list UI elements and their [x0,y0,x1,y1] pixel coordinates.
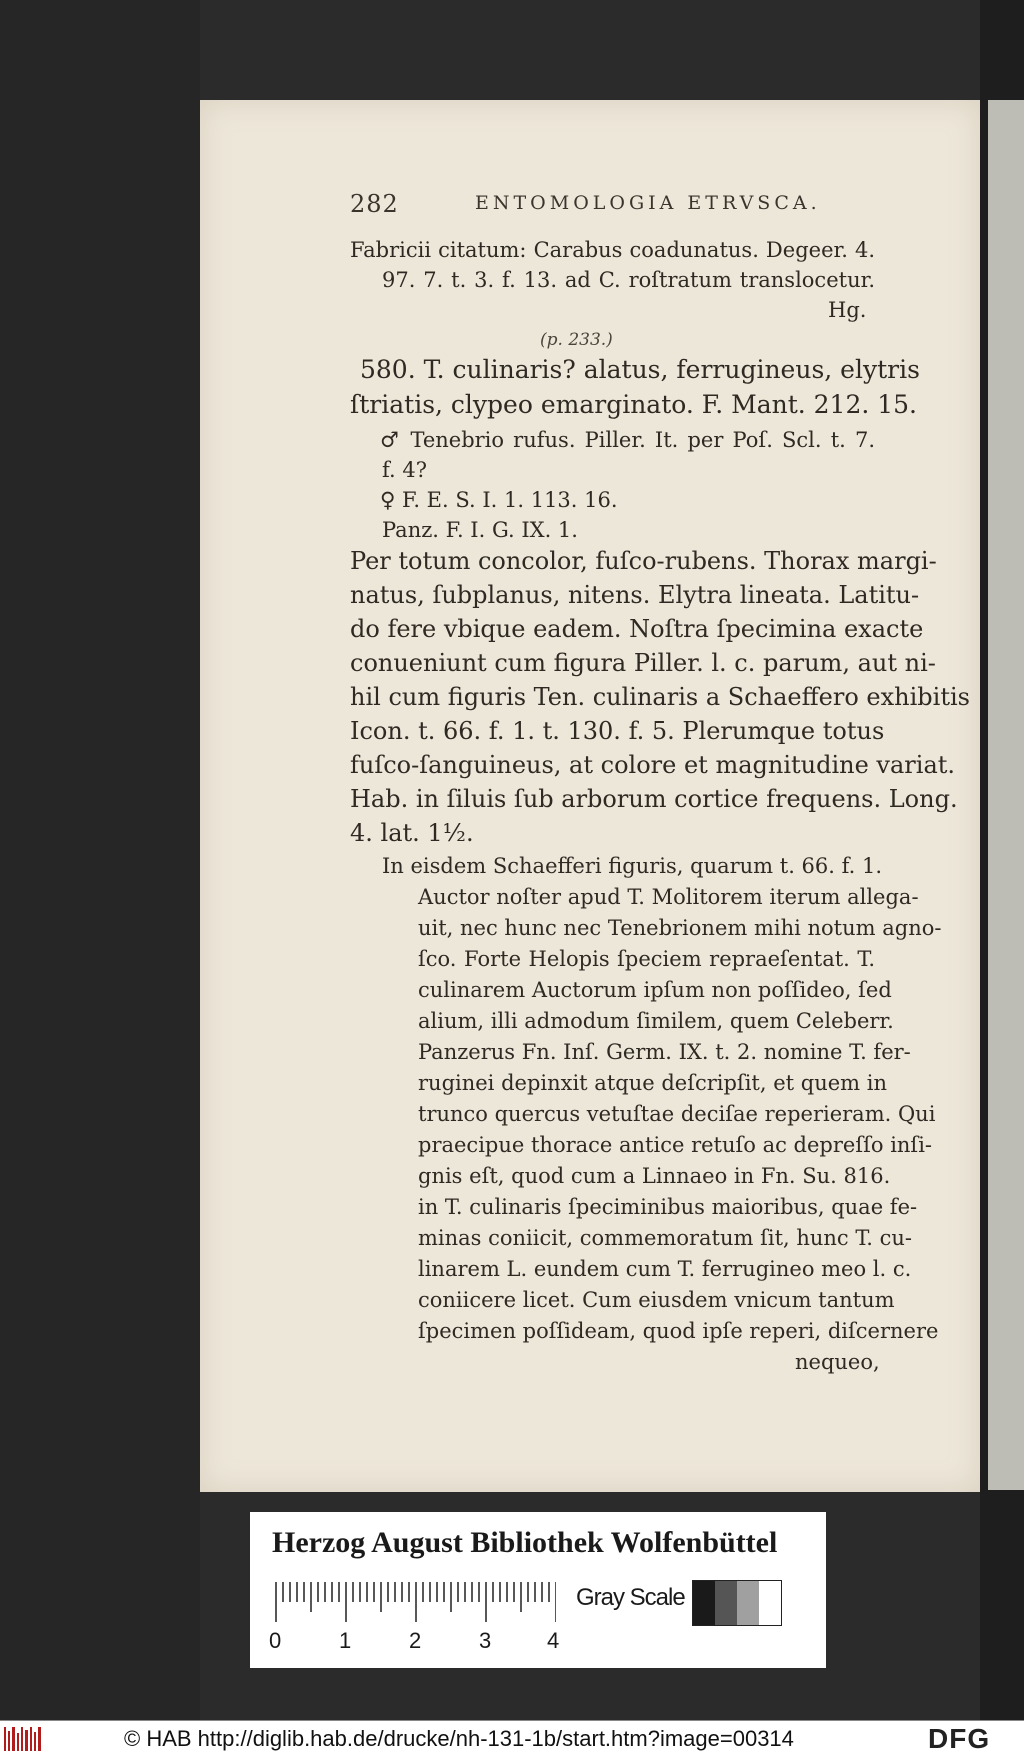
text-line: praecipue thorace antice retuſo ac depreſſo inſi- [418,1133,933,1157]
page-number: 282 [350,190,399,218]
gray-swatch-white [759,1581,781,1625]
text-line: f. 4? [382,458,427,482]
library-name: Herzog August Bibliothek Wolfenbüttel [272,1526,778,1559]
text-line: Hab. in ſiluis ſub arborum cortice frequens. Long. [350,785,958,813]
text-line: linarem L. eundem cum T. ferrugineo meo l. c. [418,1257,912,1281]
gray-scale-label: Gray Scale [576,1584,685,1611]
gray-swatch-dark [715,1581,737,1625]
text-line: trunco quercus vetuſtae deciſae reperieram. Qui [418,1102,936,1126]
text-line: Hg. [828,298,867,322]
text-line: 4. lat. 1½. [350,819,474,847]
dfg-logo: DFG [928,1723,991,1754]
text-line: do fere vbique eadem. Noſtra ſpecimina exacte [350,615,924,643]
ruler-number: 3 [479,1628,492,1653]
text-line: gnis eſt, quod cum a Linnaeo in Fn. Su. 816. [418,1164,891,1188]
text-line: Per totum concolor, fuſco-rubens. Thorax margi- [350,547,937,575]
text-line: fuſco-ſanguineus, at colore et magnitudine variat. [350,751,956,779]
scan-background-left [0,0,200,1720]
viewer-footer-bar [0,1720,1024,1757]
gray-swatch-light [737,1581,759,1625]
catchword: nequeo, [795,1350,880,1374]
running-head [350,190,860,226]
ruler-number: 4 [547,1628,560,1653]
text-line: ruginei depinxit atque deſcripſit, et quem in [418,1071,887,1095]
text-line: Icon. t. 66. f. 1. t. 130. f. 5. Plerumque totus [350,717,885,745]
text-line: alium, illi admodum ſimilem, quem Celeberr. [418,1009,894,1033]
running-title: ENTOMOLOGIA ETRVSCA. [475,192,821,214]
text-line: Fabricii citatum: Carabus coadunatus. Degeer. 4. [350,238,875,262]
ruler-number: 2 [409,1628,422,1653]
text-line: ſtriatis, clypeo emarginato. F. Mant. 212. 15. [350,390,918,419]
text-line: ♂ Tenebrio rufus. Piller. It. per Poſ. Scl. t. 7. [380,428,875,452]
gray-scale-swatches [692,1580,782,1626]
book-page [200,100,980,1492]
text-line: Panzerus Fn. Inſ. Germ. IX. t. 2. nomine T. fer- [418,1040,911,1064]
source-url[interactable]: © HAB http://diglib.hab.de/drucke/nh-131-1b/start.htm?image=00314 [124,1726,794,1751]
text-line: natus, ſubplanus, nitens. Elytra lineata. Latitu- [350,581,920,609]
text-line: hil cum figuris Ten. culinaris a Schaeffero exhibitis [350,683,970,711]
text-line: in T. culinaris ſpeciminibus maioribus, quae fe- [418,1195,918,1219]
text-line: ſpecimen poſſideam, quod ipſe reperi, diſcernere [418,1319,939,1343]
text-line: ſco. Forte Helopis ſpeciem repraeſentat. T. [418,947,875,971]
adjacent-page-edge [988,100,1024,1490]
text-line: ♀ F. E. S. I. 1. 113. 16. [380,488,618,512]
ruler-number: 0 [269,1628,282,1653]
barcode-icon [4,1727,44,1751]
text-line: Panz. F. I. G. IX. 1. [382,518,578,542]
text-line: Auctor noſter apud T. Molitorem iterum allega- [418,885,919,909]
text-line: conueniunt cum figura Piller. l. c. parum, aut ni- [350,649,936,677]
library-color-card [250,1512,826,1668]
gray-swatch-black [693,1581,715,1625]
text-line: 580. T. culinaris? alatus, ferrugineus, elytris [360,355,920,384]
text-line: In eisdem Schaefferi figuris, quarum t. 66. f. 1. [382,854,883,878]
text-line: uit, nec hunc nec Tenebrionem mihi notum agno- [418,916,942,940]
handwritten-note: (p. 233.) [540,330,613,350]
text-line: minas coniicit, commemoratum ſit, hunc T. cu- [418,1226,913,1250]
text-line: 97. 7. t. 3. f. 13. ad C. roſtratum translocetur. [382,268,875,292]
ruler-number: 1 [339,1628,352,1653]
ruler-scale [274,1578,556,1622]
text-line: culinarem Auctorum ipſum non poſſideo, ſed [418,978,892,1002]
text-line: coniicere licet. Cum eiusdem vnicum tantum [418,1288,895,1312]
